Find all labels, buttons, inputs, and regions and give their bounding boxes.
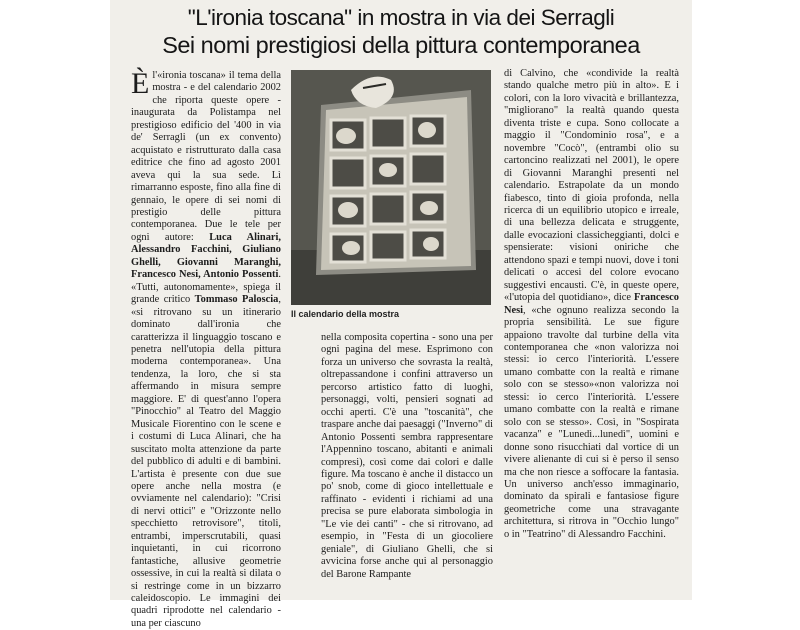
photo-caption: Il calendario della mostra: [291, 309, 400, 319]
headline: [110, 4, 692, 60]
col1-tail: , «si ritrovano su un itinerario dominato dall'ironia che caratterizza il linguaggio toscano e penetra nell'utopia della pittura moderna contemporanea». Una tendenza, la loro, che si sta affermando in misura sempre maggiore. E' di quest'anno l'opera "Pinocchio" al Teatro del Maggio Musicale Fiorentino con le scene e i costumi di Luca Alinari, che ha suscitato molta attenzione da parte del pubblico di adulti e di bambini. L'artista è presente con due sue opere anche nella mostra (e ovviamente nel calendario): "Crisi di nervi ottici" e "Orizzonte nello specchietto retrovisore", titoli, entrambi, imperscrutabili, quasi inquietanti, in cui ricorrono fantastiche, allusive geometrie ossessive, in cui la realtà si dilata o si restringe come in un bizzarro caleidoscopio. Le immagini dei quadri riprodotte nel calendario - una per ciascuno: [131, 294, 281, 629]
newspaper-clipping: [110, 0, 692, 629]
drop-cap: È: [131, 67, 150, 100]
critic-name: Tommaso Paloscia: [194, 294, 279, 306]
col2-text: nella composita copertina - sono una per ogni pagina del mese. Esprimono con forza un universo che sovrasta la realtà, oltrepassandone i confini attraverso un percorso artistico fatto di luoghi, personaggi, volti, pensieri sognati ad occhi aperti. C'è una "toscanità", che traspare anche dai paesaggi ("Inverno" di Antonio Possenti sembra rappresentare l'Appennino toscano, abitanti e animali compresi), così come dai colori e dalle figure. Ma toscano è anche il distacco un po' snob, come di gioco intellettuale e raffinato - evidenti i richiami ad una precisa se pure elaborata simbologia in "Le vie dei canti" - che si ritrovano, ad esempio, in "Festa di un giocoliere geniale", di Giuliano Ghelli, che si avvicina forse anche qui al personaggio del Barone Rampante: [321, 332, 493, 580]
article-column-2: [321, 332, 493, 581]
nesi-name: Francesco Nesi: [504, 292, 679, 316]
article-column-3: [504, 68, 679, 541]
col1-intro: l'«ironia toscana» il tema della mostra - e del calendario 2002 che riporta queste opere - inaugurata da Polistampa nel prestigioso edificio del '400 in via de' Serragli (un ex convento) acquistato e ristrutturato dalla casa editrice che fino ad agosto 2001 aveva qui la sua sede. Lì rimarranno esposte, fino alla fine di gennaio, le opere di sei nomi di prestigio delle pittura contemporanea. Due le tele per ogni autore:: [131, 70, 281, 243]
headline-line-1: "L'ironia toscana" in mostra in via dei Serragli: [187, 5, 615, 30]
headline-line-2: Sei nomi prestigiosi della pittura contemporanea: [162, 32, 640, 58]
calendar-photo: [291, 70, 491, 305]
col3-text-a: di Calvino, che «condivide la realtà stando qualche metro più in alto». E i colori, con la loro vivacità e brillantezza, "migliorano" la realtà quando questa diventa triste e cupa. Sono collocate a maggio il "Condominio rosa", e a novembre "Cocò", (entrambi olio su cartoncino realizzati nel 2001), le opere di Giovanni Maranghi presenti nel calendario. Estrapolate da un mondo fiabesco, tinto di gioia profonda, nella ricerca di un equilibrio utopico e irreale, di una bellezza delicata e struggente, dalle evocazioni classicheggianti, dolci e spensierate: visioni oniriche che attendono spazi e tempi nuovi, dove i toni delicati o accesi del colore evocano suggestivi encausti. C'è, in queste opere, «l'utopia del quotidiano», dice: [504, 68, 679, 304]
article-column-1: [131, 67, 281, 630]
col1-quote: . «Tutti, autonomamente», spiega il grande critico: [131, 269, 281, 306]
calendar-artwork: [291, 70, 491, 305]
artist-names: Luca Alinari, Alessandro Facchini, Giuliano Ghelli, Giovanni Maranghi, Francesco Nesi, Antonio Possenti: [131, 231, 281, 281]
col3-text-b: , «che ognuno realizza secondo la propria sensibilità. Le sue figure appaiono travolte dal turbine della vita contemporanea che «non valorizza noi stessi: io cerco l'interiorità. L'essere umano combatte con la realtà e rimane solo con se stesso»«non valorizza noi stessi: io cerco l'interiorità. L'essere umano combatte con la realtà e rimane solo con se stesso». Così, in "Sospirata vacanza" e "Lunedì...lunedì", uomini e donne sono risucchiati dal vortice di un vivere alienante di cui si è perso il senso ma che non riesce a soffocare la fantasia. Un universo anch'esso immaginario, dominato da spirali e fantasiose figure geometriche come una stravagante architettura, si ritrova in "Occhio lungo" o in "Teatrino" di Alessandro Facchini.: [504, 304, 679, 540]
